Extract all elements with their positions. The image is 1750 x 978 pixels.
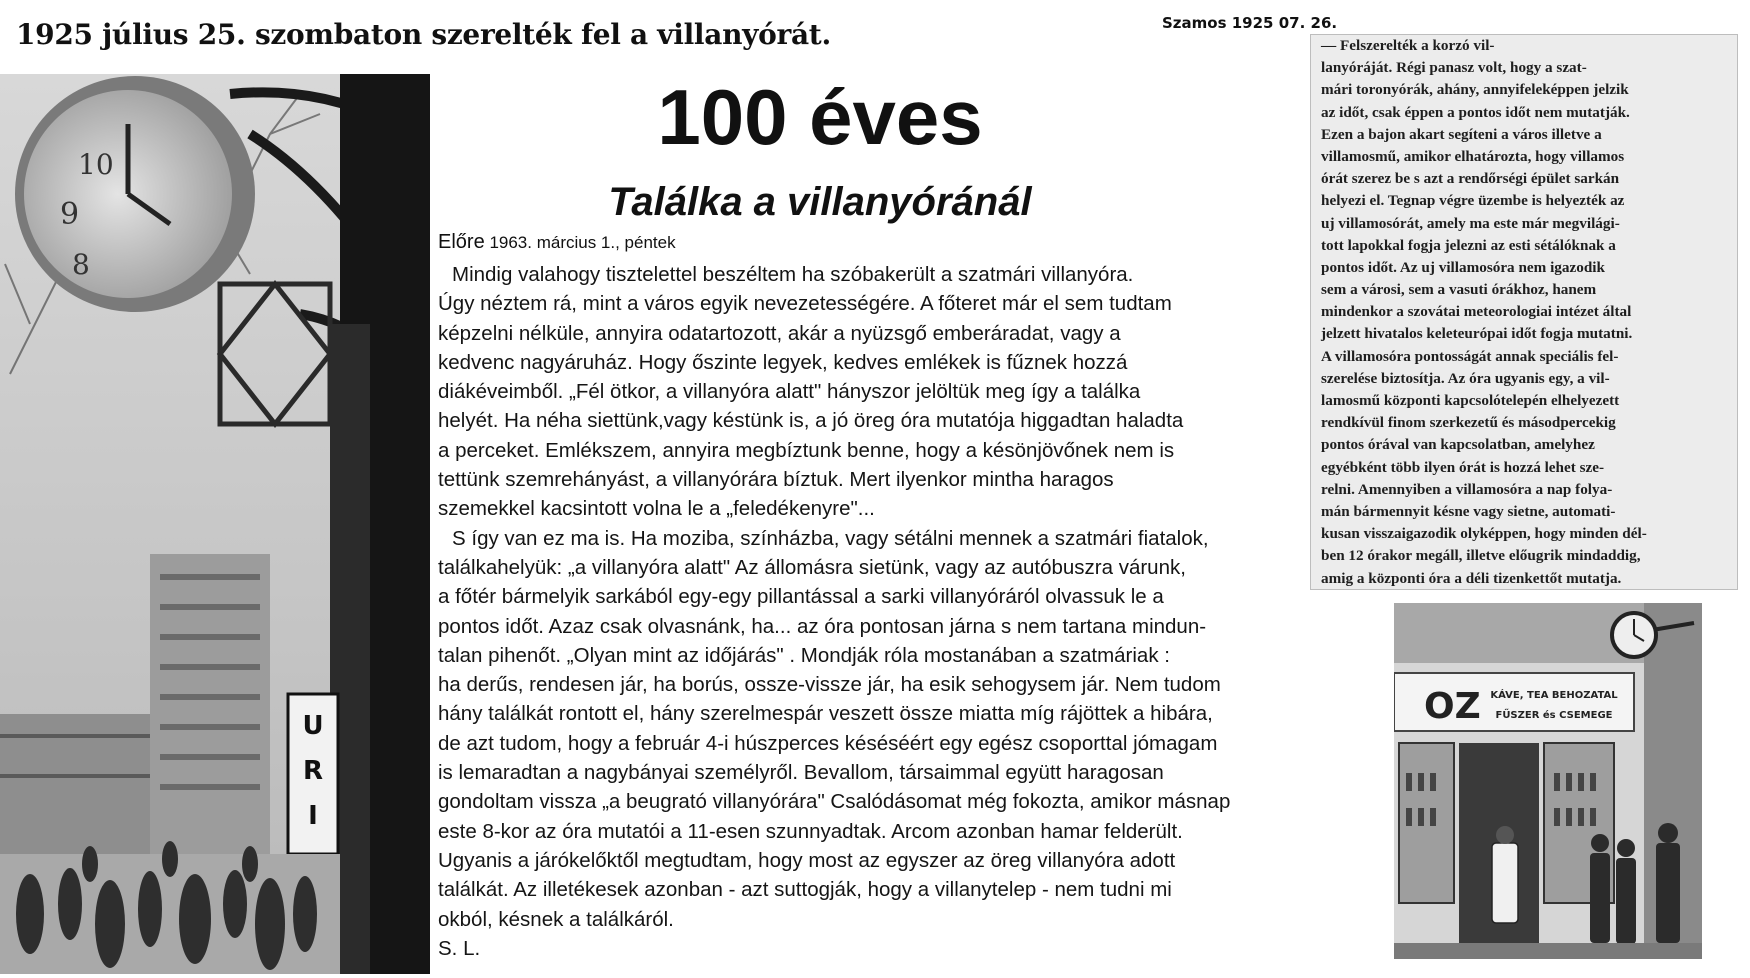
body-line: Mindig valahogy tisztelettel beszéltem ha szóbakerült a szatmári villanyóra. <box>438 260 1383 289</box>
body-line: képzelni nélküle, annyira odatartozott, akár a nyüzsgő emberáradat, vagy a <box>438 319 1383 348</box>
clipping-line: A villamosóra pontosságát annak speciális fel- <box>1311 346 1737 368</box>
clipping-line: — Felszerelték a korzó vil- <box>1311 35 1737 57</box>
clock-square-photo <box>0 74 430 974</box>
body-line: szemekkel kacsintott volna le a „feledékenyre"... <box>438 494 1383 523</box>
body-line: a főtér bármelyik sarkából egy-egy pillantással a sarki villanyóráról olvassuk le a <box>438 582 1383 611</box>
body-line: Úgy néztem rá, mint a város egyik nevezetességére. A főteret már el sem tudtam <box>438 289 1383 318</box>
dateline <box>438 231 676 254</box>
body-line: este 8-kor az óra mutatói a 11-esen szunnyadtak. Arcom azonban hamar felderült. <box>438 817 1383 846</box>
clipping-line: mán bármennyit késne vagy sietne, automati- <box>1311 501 1737 523</box>
article-subtitle: Találka a villanyóránál <box>520 180 1120 225</box>
body-line: gondoltam vissza „a beugrató villanyórára" Csalódásomat még fokozta, amikor másnap <box>438 787 1383 816</box>
shop-photo-illustration <box>1394 603 1702 959</box>
article-heading: 1925 július 25. szombaton szerelték fel a villanyórát. <box>16 18 831 51</box>
body-line: hány találkát rontott el, hány szerelmespár veszett össze miatta míg rájöttek a hibára, <box>438 699 1383 728</box>
clipping-line: mári toronyórák, ahány, annyifeleképpen jelzik <box>1311 79 1737 101</box>
dateline-date: 1963. március 1., péntek <box>489 233 675 252</box>
clipping-line: relni. Amennyiben a villamosóra a nap folya- <box>1311 479 1737 501</box>
vertical-sign-letter-1: U <box>302 711 323 741</box>
body-line: de azt tudom, hogy a február 4-i húszperces késéséért egy egész csoporttal jómagam <box>438 729 1383 758</box>
clock-square-photo-illustration <box>0 74 430 974</box>
clipping-line: pontos órával van kapcsolatban, amelyhez <box>1311 434 1737 456</box>
body-line: diákéveimből. „Fél ötkor, a villanyóra alatt" hányszor jelöltük meg így a találka <box>438 377 1383 406</box>
body-line: okból, késnek a találkáról. <box>438 905 1383 934</box>
clipping-line: lanyóráját. Régi panasz volt, hogy a szat- <box>1311 57 1737 79</box>
clipping-line: az időt, csak éppen a pontos időt nem mutatják. <box>1311 102 1737 124</box>
body-line: találkát. Az illetékesek azonban - azt suttogják, hogy a villanytelep - nem tudni mi <box>438 875 1383 904</box>
clipping-line: sem a városi, sem a vasuti órákhoz, hanem <box>1311 279 1737 301</box>
clipping-line: jelzett hivatalos keleteurópai időt fogja mutatni. <box>1311 323 1737 345</box>
clipping-line: tott lapokkal fogja jelezni az esti sétálóknak a <box>1311 235 1737 257</box>
svg-text:8: 8 <box>72 248 90 281</box>
clipping-line: villamosmű, amikor elhatározta, hogy villamos <box>1311 146 1737 168</box>
body-line: S így van ez ma is. Ha moziba, színházba, vagy sétálni mennek a szatmári fiatalok, <box>438 524 1383 553</box>
body-line: találkahelyük: „a villanyóra alatt" Az állomásra sietünk, vagy az autóbuszra várunk, <box>438 553 1383 582</box>
shop-photo <box>1394 603 1702 959</box>
body-line: tettünk szemrehányást, a villanyórára bíztuk. Mert ilyenkor mintha haragos <box>438 465 1383 494</box>
clipping-line: mindenkor a szovátai meteorologiai intézet által <box>1311 301 1737 323</box>
body-line: ha derűs, rendesen jár, ha borús, ossze-vissze jár, ha esik sehogysem jár. Nem tudom <box>438 670 1383 699</box>
clipping-line: amig a központi óra a déli tizenkettőt mutatja. <box>1311 568 1737 590</box>
shop-sign-left: OZ <box>1424 686 1481 727</box>
clipping-line: uj villamosórát, amely ma este már megvilági- <box>1311 213 1737 235</box>
body-line: kedvenc nagyáruház. Hogy őszinte legyek, kedves emlékek is fűznek hozzá <box>438 348 1383 377</box>
body-line: pontos időt. Azaz csak olvasnánk, ha... az óra pontosan járna s nem tartana mindun- <box>438 612 1383 641</box>
clipping-line: lamosmű központi kapcsolótelepén elhelyezett <box>1311 390 1737 412</box>
vertical-sign-letter-3: I <box>308 801 318 831</box>
clipping-line: szerelése biztosítja. Az óra ugyanis egy, a vil- <box>1311 368 1737 390</box>
body-line: is lemaradtan a nagybányai személyről. Bevallom, társaimmal együtt haragosan <box>438 758 1383 787</box>
body-line: helyét. Ha néha siettünk,vagy késtünk is, a jó öreg óra mutatója higgadtan haladta <box>438 406 1383 435</box>
svg-text:10: 10 <box>78 148 114 181</box>
source-label: Szamos 1925 07. 26. <box>1162 14 1337 32</box>
article-body <box>438 260 1383 963</box>
clipping-line: helyezi el. Tegnap végre üzembe is helyezték az <box>1311 190 1737 212</box>
body-line: a perceket. Emlékszem, annyira megbíztunk benne, hogy a késönjövőnek nem is <box>438 436 1383 465</box>
dateline-paper: Előre <box>438 231 485 253</box>
main-title: 100 éves <box>600 72 1040 162</box>
clipping-line: pontos időt. Az uj villamosóra nem igazodik <box>1311 257 1737 279</box>
vertical-sign-letter-2: R <box>303 756 323 786</box>
body-line: S. L. <box>438 934 1383 963</box>
clipping-line: ben 12 órakor megáll, illetve előugrik mindaddig, <box>1311 545 1737 567</box>
clipping-line: egyébként több ilyen órát is hozzá lehet sze- <box>1311 457 1737 479</box>
shop-sign-line-2: FŰSZER és CSEMEGE <box>1495 707 1612 721</box>
body-line: talan pihenőt. „Olyan mint az időjárás" . Mondják róla mostanában a szatmáriak : <box>438 641 1383 670</box>
svg-text:9: 9 <box>60 197 79 232</box>
body-line: Ugyanis a járókelőktől megtudtam, hogy most az egyszer az öreg villanyóra adott <box>438 846 1383 875</box>
clipping-line: rendkívül finom szerkezetű és másodpercekig <box>1311 412 1737 434</box>
clipping-line: órát szerez be s azt a rendőrségi épület sarkán <box>1311 168 1737 190</box>
shop-sign-line-1: KÁVE, TEA BEHOZATAL <box>1490 688 1618 701</box>
clipping-line: Ezen a bajon akart segíteni a város illetve a <box>1311 124 1737 146</box>
clipping-line: kusan visszaigazodik olyképpen, hogy minden dél- <box>1311 523 1737 545</box>
newspaper-clipping <box>1310 34 1738 590</box>
